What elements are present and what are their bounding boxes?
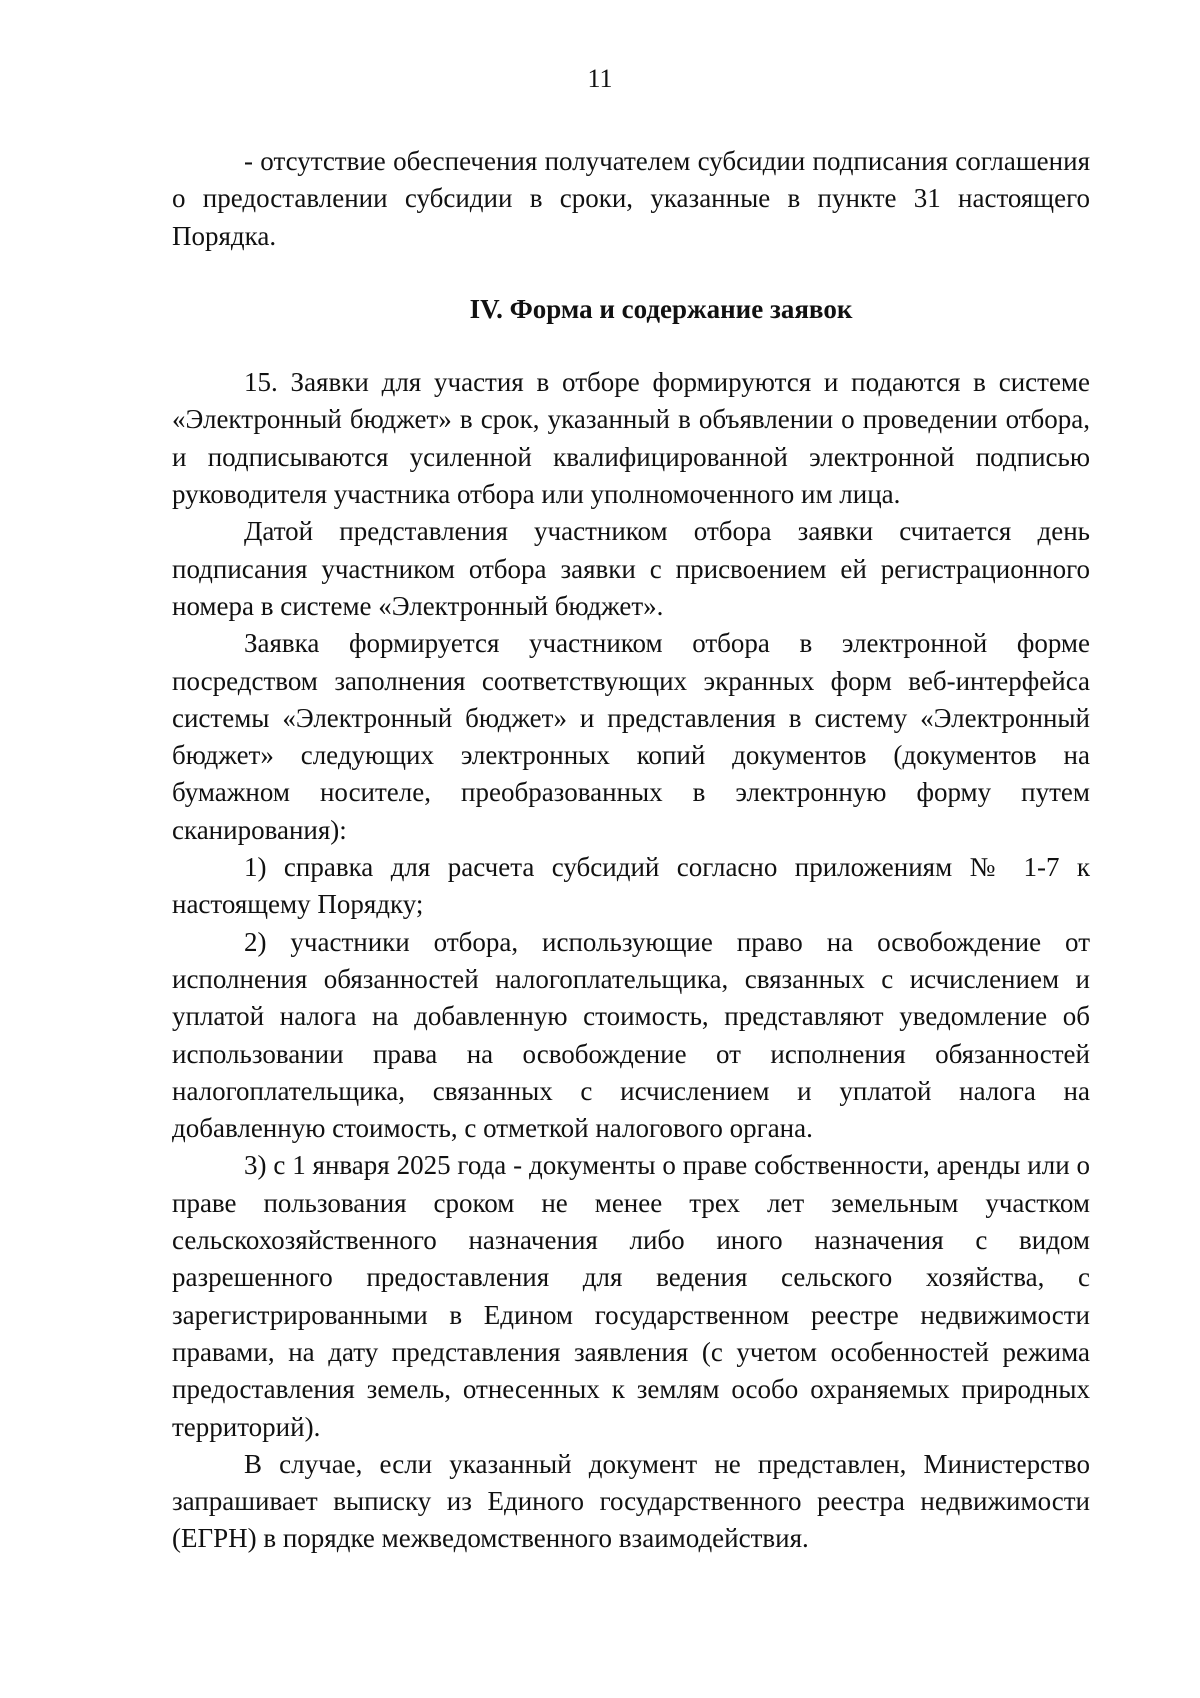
- list-item-2: 2) участники отбора, использующие право на освобождение от исполнения обязанностей налогоплательщика, связанных с исчислением и уплатой налога на добавленную стоимость, представляют уведомление об использовании права на освобождение от исполнения обязанностей налогоплательщика, связанных с исчислением и уплатой налога на добавленную стоимость, с отметкой налогового органа.: [172, 926, 1090, 1144]
- intro-paragraph: - отсутствие обеспечения получателем субсидии подписания соглашения о предоставлении субсидии в сроки, указанные в пункте 31 настоящего Порядка.: [172, 146, 1090, 251]
- paragraph-submission-date: Датой представления участником отбора заявки считается день подписания участником отбора заявки с присвоением ей регистрационного номера в системе «Электронный бюджет».: [172, 516, 1090, 621]
- paragraph-egrn-request: В случае, если указанный документ не представлен, Министерство запрашивает выписку из Единого государственного реестра недвижимости (ЕГРН) в порядке межведомственного взаимодействия.: [172, 1448, 1090, 1554]
- list-item-3: 3) с 1 января 2025 года - документы о праве собственности, аренды или о праве пользования сроком не менее трех лет земельным участком сельскохозяйственного назначения либо иного назначения с видом разрешенного предоставления для ведения сельского хозяйства, с зарегистрированными в Едином государственном реестре недвижимости правами, на дату представления заявления (с учетом особенностей режима предоставления земель, отнесенных к землям особо охраняемых природных территорий).: [172, 1150, 1090, 1442]
- paragraph-15: 15. Заявки для участия в отборе формируются и подаются в системе «Электронный бюджет» в срок, указанный в объявлении о проведении отбора, и подписываются усиленной квалифицированной электронной подписью руководителя участника отбора или уполномоченного им лица.: [172, 367, 1090, 510]
- paragraph-application-form: Заявка формируется участником отбора в электронной форме посредством заполнения соответствующих экранных форм веб-интерфейса системы «Электронный бюджет» и представления в систему «Электронный бюджет» следующих электронных копий документов (документов на бумажном носителе, преобразованных в электронную форму путем сканирования):: [172, 628, 1090, 845]
- section-heading: IV. Форма и содержание заявок: [469, 293, 853, 324]
- page-number: 11: [587, 64, 613, 93]
- document-body: [172, 143, 1090, 1558]
- list-item-1: 1) справка для расчета субсидий согласно приложениям № 1-7 к настоящему Порядку;: [172, 852, 1090, 920]
